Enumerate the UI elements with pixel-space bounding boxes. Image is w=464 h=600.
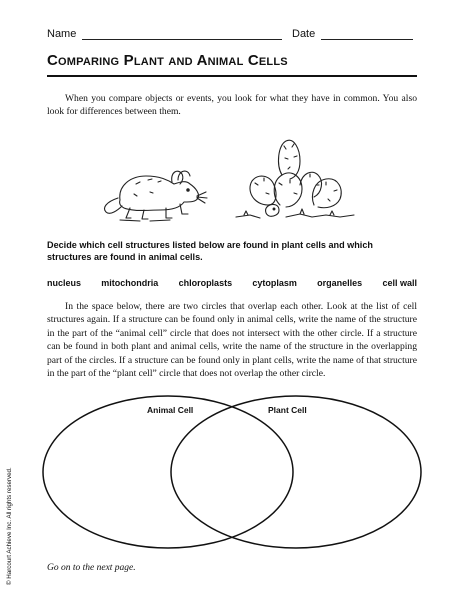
intro-text: When you compare objects or events, you look for what they have in common. You also look for differences between them. bbox=[47, 93, 417, 118]
plant-cell-label: Plant Cell bbox=[268, 405, 307, 415]
name-label: Name bbox=[47, 28, 77, 40]
date-label: Date bbox=[292, 28, 316, 40]
term-mitochondria: mitochondria bbox=[101, 278, 159, 288]
animal-cell-circle[interactable] bbox=[43, 396, 293, 548]
term-nucleus: nucleus bbox=[47, 278, 82, 288]
term-organelles: organelles bbox=[317, 278, 363, 288]
page-title: Comparing Plant and Animal Cells bbox=[47, 52, 288, 69]
instructions: Decide which cell structures listed below are found in plant cells and which structures are found in animal cells. bbox=[47, 240, 373, 262]
animal-cell-label: Animal Cell bbox=[147, 405, 194, 415]
copyright-notice: © Harcourt Achieve Inc. All rights reserved. bbox=[6, 467, 13, 585]
footer-note: Go on to the next page. bbox=[47, 563, 136, 573]
term-chloroplasts: chloroplasts bbox=[178, 278, 233, 288]
term-cell-wall: cell wall bbox=[382, 278, 417, 288]
plant-cell-circle[interactable] bbox=[171, 396, 421, 548]
venn-instructions: In the space below, there are two circles that overlap each other. Look at the list of cell structures again. If a structure can be found only in animal cells, write the name of the structure in the part of the “animal cell” circle that does not intersect with the other circle. If a structure can be found in both plant and animal cells, write the name of the structure in the overlapping part of the circles. If a structure can be found only in plant cells, write the name of that structure in the part of the “plant cell” circle that does not overlap the other circle. bbox=[47, 301, 417, 380]
term-cytoplasm: cytoplasm bbox=[252, 278, 297, 288]
